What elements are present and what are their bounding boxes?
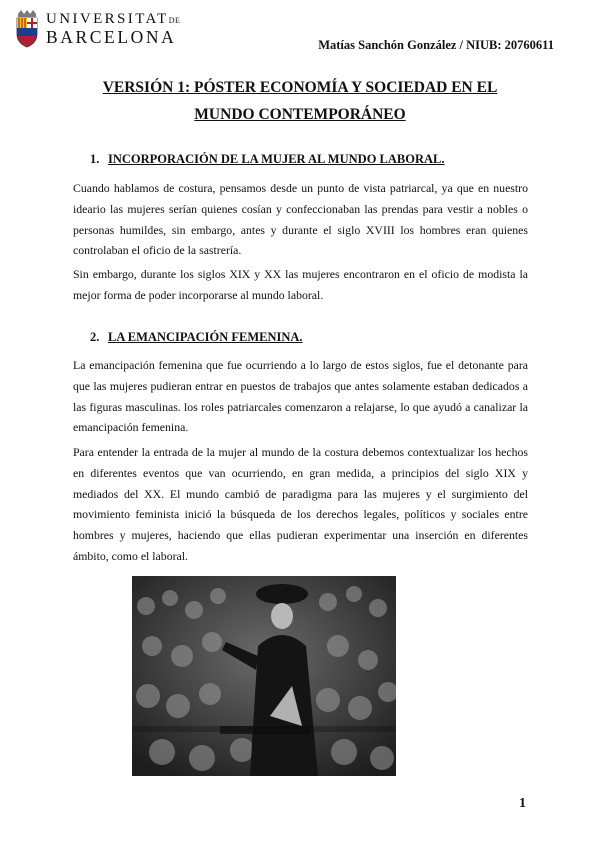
section-heading-2 [90,330,303,345]
paragraph: La emancipación femenina que fue ocurriendo a lo largo de estos siglos, fue el detonante para que las mujeres pudieran entrar en puestos de trabajos que antes solamente estaban dedicados a las figuras masculinas. los roles patriarcales comenzaron a relajarse, lo que ayudó a canalizar la emancipación femenina. [73,358,528,435]
university-name-line1: UNIVERSITATDE [46,10,181,27]
crowd-photo-illustration [132,576,396,776]
section-title: INCORPORACIÓN DE LA MUJER AL MUNDO LABORAL. [108,152,445,166]
paragraph: Sin embargo, durante los siglos XIX y XX las mujeres encontraron en el oficio de modista la mejor forma de poder incorporarse al mundo laboral. [73,267,528,302]
section-number: 2. [90,330,100,344]
section-heading-1 [90,152,444,167]
section-number: 1. [90,152,100,166]
university-name-line2: BARCELONA [46,26,177,47]
author-id: Matías Sanchón González / NIUB: 20760611 [318,38,554,52]
title-line1: VERSIÓN 1: PÓSTER ECONOMÍA Y SOCIEDAD EN EL [102,79,498,96]
page-title [60,74,540,128]
section-title: LA EMANCIPACIÓN FEMENINA. [108,330,303,344]
page-number: 1 [519,796,526,811]
university-seal-icon [14,10,40,48]
university-logo [14,10,180,48]
historical-photo [132,576,396,776]
paragraph: Cuando hablamos de costura, pensamos desde un punto de vista patriarcal, ya que en nuestro ideario las mujeres serían quienes cosían y confeccionaban las prendas para vestir a nobles o personas humildes, sin embargo, antes y durante el siglo XVIII los hombres eran quienes controlaban el oficio de la sastrería. [73,181,528,258]
page-header [14,8,586,56]
paragraph: Para entender la entrada de la mujer al mundo de la costura debemos contextualizar los hechos en diferentes eventos que van ocurriendo, en gran medida, a principios del siglo XIX y mediados del XX. El mundo cambió de paradigma para las mujeres y el surgimiento del movimiento feminista inició la búsqueda de los derechos legales, políticos y sociales entre hombres y mujeres, haciendo que ellas pudieran experimentar una inserción en diferentes ámbito, como el laboral. [73,445,528,563]
title-line2: MUNDO CONTEMPORÁNEO [194,106,406,123]
